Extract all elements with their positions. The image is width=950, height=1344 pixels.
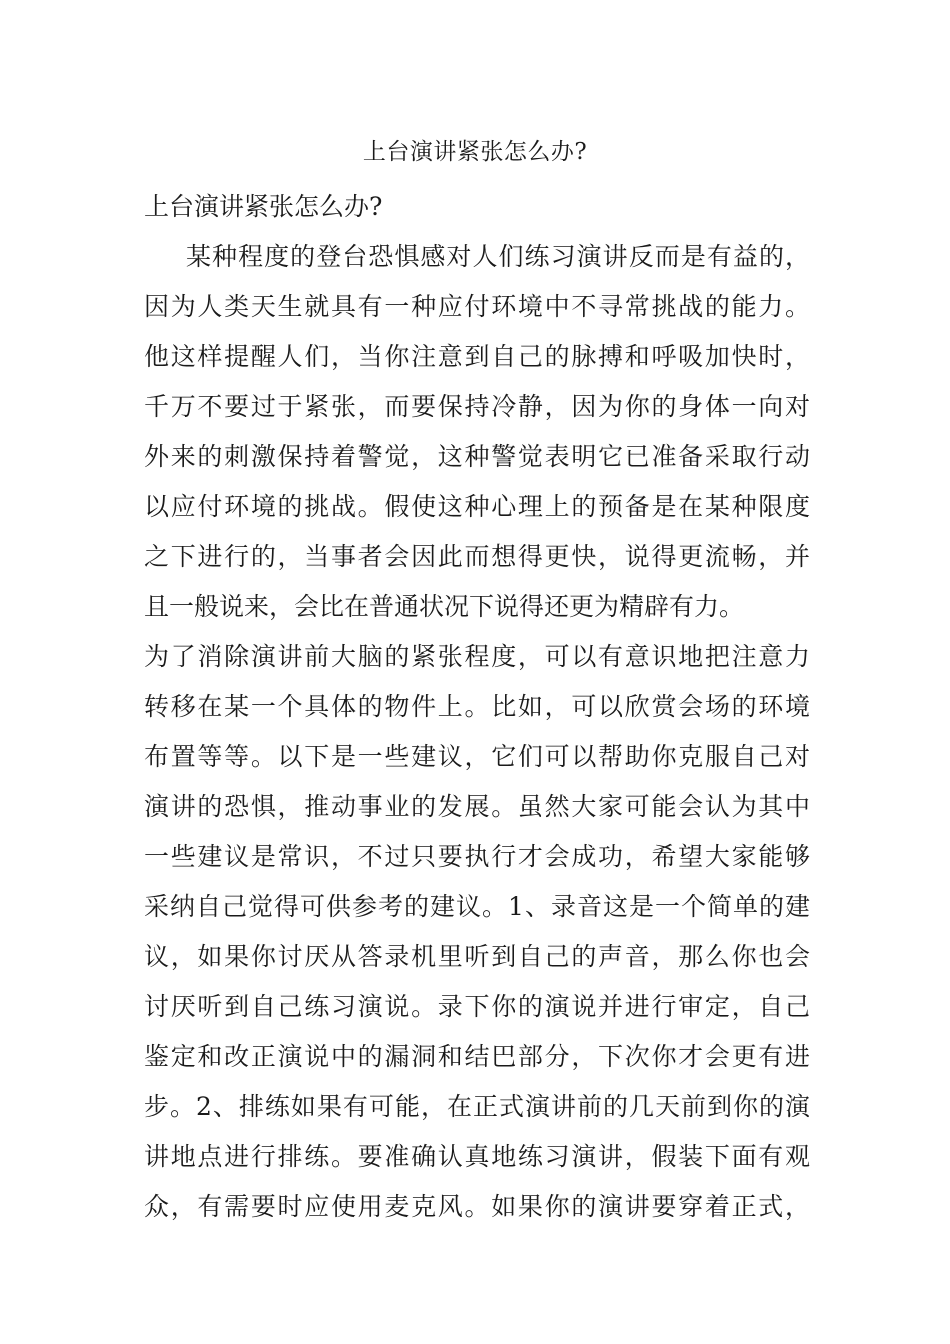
text-line: 议，如果你讨厌从答录机里听到自己的声音，那么你也会 xyxy=(144,942,810,971)
text-line: 为了消除演讲前大脑的紧张程度，可以有意识地把注意力 xyxy=(144,642,810,671)
text-line: 某种程度的登台恐惧感对人们练习演讲反而是有益的， xyxy=(186,242,810,271)
text-line: 千万不要过于紧张，而要保持冷静，因为你的身体一向对 xyxy=(144,392,810,421)
text-line: 讲地点进行排练。要准确认真地练习演讲，假装下面有观 xyxy=(144,1142,810,1171)
text-line: 外来的刺激保持着警觉，这种警觉表明它已准备采取行动 xyxy=(144,442,810,471)
text-line: 之下进行的，当事者会因此而想得更快，说得更流畅，并 xyxy=(144,542,810,571)
text-line: 他这样提醒人们，当你注意到自己的脉搏和呼吸加快时， xyxy=(144,342,810,371)
text-line: 步。2、排练如果有可能，在正式演讲前的几天前到你的演 xyxy=(144,1092,810,1121)
text-line: 且一般说来，会比在普通状况下说得还更为精辟有力。 xyxy=(144,592,745,621)
text-line: 因为人类天生就具有一种应付环境中不寻常挑战的能力。 xyxy=(144,292,810,321)
text-line: 一些建议是常识，不过只要执行才会成功，希望大家能够 xyxy=(144,842,810,871)
text-line: 鉴定和改正演说中的漏洞和结巴部分，下次你才会更有进 xyxy=(144,1042,810,1071)
text-line: 众，有需要时应使用麦克风。如果你的演讲要穿着正式， xyxy=(144,1192,810,1221)
text-line: 以应付环境的挑战。假使这种心理上的预备是在某种限度 xyxy=(144,492,810,521)
document-title: 上台演讲紧张怎么办? xyxy=(362,139,588,165)
text-line: 讨厌听到自己练习演说。录下你的演说并进行审定，自己 xyxy=(144,992,810,1021)
subtitle-line: 上台演讲紧张怎么办? xyxy=(144,192,383,221)
text-line: 转移在某一个具体的物件上。比如，可以欣赏会场的环境 xyxy=(144,692,810,721)
text-line: 布置等等。以下是一些建议，它们可以帮助你克服自己对 xyxy=(144,742,810,771)
text-line: 采纳自己觉得可供参考的建议。1、录音这是一个简单的建 xyxy=(144,892,810,921)
text-line: 演讲的恐惧，推动事业的发展。虽然大家可能会认为其中 xyxy=(144,792,810,821)
document-body xyxy=(144,182,810,1232)
